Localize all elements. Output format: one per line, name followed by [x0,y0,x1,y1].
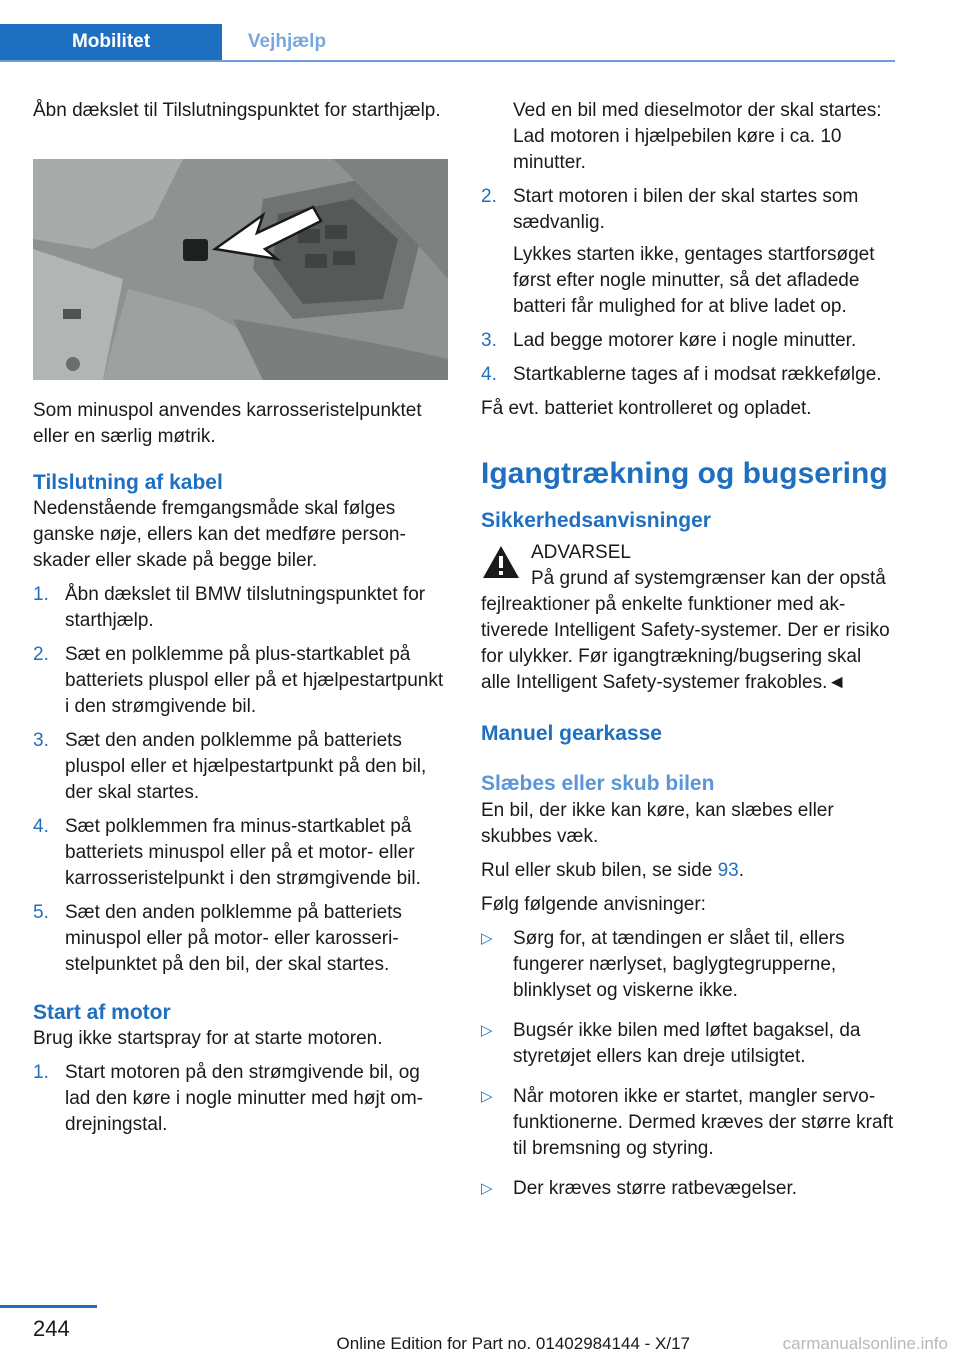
follow-text: Følg følgende anvisninger: [481,894,706,915]
tab-vejhjaelp[interactable]: Vejhjælp [247,31,327,52]
tab-mobilitet[interactable]: Mobilitet [0,24,222,60]
footer-divider [0,1305,97,1308]
header-divider [0,60,895,62]
engine-bay-photo [33,159,448,380]
list-item: ▷ Der kræves større ratbevægelser. [481,1176,896,1202]
section-start-text: Brug ikke startspray for at starte motoren. [33,1028,383,1049]
section-title-cable: Tilslutning af kabel [33,471,223,494]
chapter-title: Igangtrækning og bugsering [481,457,888,490]
list-item: 3. Sæt den anden polklemme på batteriets pluspol eller et hjælpestartpunkt på den bil, der skal startes. [33,730,427,803]
triangle-bullet-icon: ▷ [481,930,493,947]
list-item: 4. Sæt polklemmen fra minus-startkablet på batteriets minuspol eller på et motor- eller karrosseristelpunkt i den strømgivende bil. [33,816,421,889]
page-number: 244 [33,1316,70,1341]
section-title-start: Start af motor [33,1001,171,1024]
list-item: 4. Startkablerne tages af i modsat rækkefølge. [481,364,882,385]
triangle-bullet-icon: ▷ [481,1180,493,1197]
towing-bullets [481,926,896,1202]
list-item: 2. Start motoren i bilen der skal startes som sædvanlig. Lykkes starten ikke, gentages startforsøget først efter nogle minutter, så det afladede batteri får mulighed for at blive ladet op. [481,184,896,320]
list-item: ▷ Når motoren ikke er startet, mangler servofunktionerne. Dermed kræves der større kraft til bremsning og styring. [481,1086,894,1159]
warning-label: ADVARSEL [531,542,631,563]
triangle-bullet-icon: ▷ [481,1088,493,1105]
list-item: ▷ Bugsér ikke bilen med løftet bagaksel, da styretøjet ellers kan dreje utilsigtet. [481,1020,861,1067]
warning-text: På grund af systemgrænser kan der opstå fejlreaktioner på enkelte funktioner med aktiverede Intelligent Safety-systemer. Der er risiko for ulykker. Før igangtrækning/bugsering skal alle Intelligent Safety-systemer frakobles.◄ [481,568,890,693]
section-cable-text: Nedenstående fremgangsmåde skal følges ganske nøje, ellers kan det medføre personskader eller skade på begge biler. [33,498,406,571]
right-column [481,98,896,1210]
manual-gearbox-title: Manuel gearkasse [481,722,662,745]
cable-steps-list [33,582,448,978]
page-reference: Rul eller skub bilen, se side 93. [481,860,744,881]
start-steps-list-cont [481,184,896,388]
list-item: 5. Sæt den anden polklemme på batteriets minuspol eller på motor- eller karosseristelpunktet på den bil, der skal startes. [33,902,402,975]
safety-title: Sikkerhedsanvisninger [481,509,711,532]
tow-title: Slæbes eller skub bilen [481,772,715,795]
warning-block [481,540,896,696]
after-text: Få evt. batteriet kontrolleret og opladet. [481,398,812,419]
list-item: 1. Åbn dækslet til BMW tilslutningspunktet for starthjælp. [33,584,426,631]
warning-icon [481,544,521,580]
edition-text: Online Edition for Part no. 01402984144 - X/17 [336,1334,690,1353]
triangle-bullet-icon: ▷ [481,1022,493,1039]
tow-text: En bil, der ikke kan køre, kan slæbes eller skubbes væk. [481,800,834,847]
list-item: 1. Start motoren på den strømgivende bil, og lad den køre i nogle minutter med højt omdrejningstal. [33,1062,423,1135]
photo-caption: Som minuspol anvendes karrosseristelpunktet eller en særlig møtrik. [33,400,422,447]
step-continuation: Ved en bil med dieselmotor der skal startes: Lad motoren i hjælpebilen køre i ca. 10 minutter. [513,100,882,173]
page-link[interactable]: 93 [717,860,739,881]
list-item: ▷ Sørg for, at tændingen er slået til, ellers fungerer nærlyset, baglygtegrupperne, blinklyset og viskerne ikke. [481,928,845,1001]
header-tabs [0,24,895,62]
start-steps-list [33,1060,448,1138]
watermark-text: carmanualsonline.info [782,1334,948,1353]
list-item: 2. Sæt en polklemme på plus-startkablet på batteriets pluspol eller på et hjælpestartpunkt i den strømgivende bil. [33,644,444,717]
list-item: 3. Lad begge motorer køre i nogle minutter. [481,330,857,351]
list-item-note: Lykkes starten ikke, gentages startforsøget først efter nogle minutter, så det afladede batteri får mulighed for at blive ladet op. [513,244,875,317]
intro-text: Åbn dækslet til Tilslutningspunktet for starthjælp. [33,100,441,121]
left-column [33,98,448,1146]
